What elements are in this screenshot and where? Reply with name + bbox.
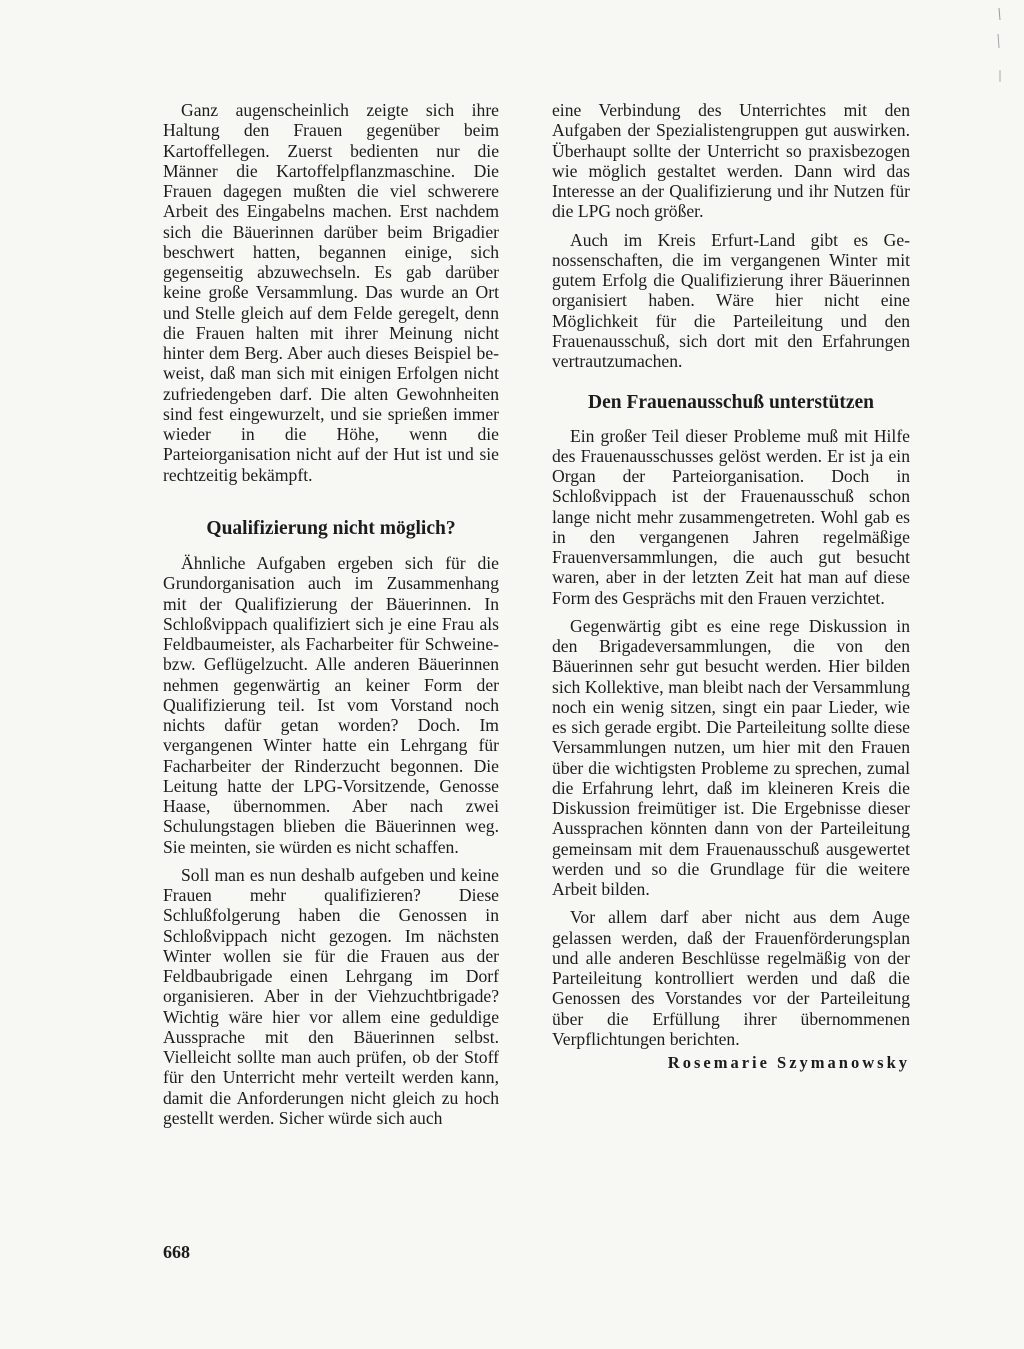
scan-edge-marks [994, 0, 1004, 110]
author-signature: Rosemarie Szymanowsky [667, 1053, 910, 1072]
section-heading-qualifizierung: Qualifizierung nicht möglich? [206, 517, 456, 539]
paragraph: Ganz augenscheinlich zeigte sich ihre Haltung den Frauen gegenüber beim Kartoffellegen. Zuerst bedienten nur die Männer die Kartoffelpflanzmaschine. Die Frauen dagegen mußten die viel schwerere Arbeit des Eingabelns machen. Erst nachdem sich die Bäuerinnen darüber beim Brigadier beschwert hatten, begannen einige, sich gegenseitig abzuwechseln. Es gab darüber keine große Versammlung. Das wurde an Ort und Stelle gleich auf dem Felde geregelt, denn die Frauen halten mit ihrer Meinung nicht hinter dem Berg. Aber auch dieses Beispiel beweist, daß man sich mit einigen Erfolgen nicht zufriedengeben darf. Die alten Gewohnheiten sind fest eingewurzelt, und sie sprießen immer wieder in die Höhe, wenn die Parteiorganisation nicht auf der Hut ist und sie rechtzeitig bekämpft. [163, 100, 499, 485]
paragraph: eine Verbindung des Unterrichtes mit den Aufgaben der Spezialistengruppen gut auswirken. Überhaupt sollte der Unterricht so praxisbezogen wie möglich gestaltet werden. Dann wird das Interesse an der Qualifizierung und ihr Nutzen für die LPG noch größer. [552, 100, 910, 222]
paragraph: Ein großer Teil dieser Probleme muß mit Hilfe des Frauenausschusses gelöst werden. Er ist ja ein Organ der Parteiorganisation. Doch in Schloßvippach ist der Frauenausschuß schon lange nicht mehr zusammengetreten. Wohl gab es in den vergangenen Jahren regelmäßige Frauenversammlungen, die auch gut besucht waren, aber in der letzten Zeit hat man auf diese Form des Gesprächs mit den Frauen verzichtet. [552, 425, 910, 608]
paragraph: Soll man es nun deshalb aufgeben und keine Frauen mehr qualifizieren? Diese Schlußfolgerung haben die Genossen in Schloßvippach nicht gezogen. Im nächsten Winter wollen sie für die Frauen aus der Feldbaubrigade einen Lehrgang im Dorf organisieren. Aber in der Viehzuchtbrigade? Wichtig wäre hier vor allem eine geduldige Aussprache mit den Bäuerinnen selbst. Vielleicht sollte man auch prüfen, ob der Stoff für den Unterricht mehr verteilt werden kann, damit die Anforderungen nicht gleich zu hoch gestellt werden. Sicher würde sich auch [163, 864, 499, 1128]
section-heading-frauenausschuss: Den Frauenausschuß unterstützen [587, 392, 875, 414]
paragraph: Vor allem darf aber nicht aus dem Auge gelassen werden, daß der Frauenförderungsplan und alle anderen Beschlüsse regelmäßig von der Parteileitung kontrolliert werden und daß die Genossen des Vorstandes vor der Parteileitung über die Erfüllung ihrer übernommenen Verpflichtungen berichten. [552, 907, 910, 1049]
paragraph: Gegenwärtig gibt es eine rege Diskussion in den Brigadeversammlungen, die von den Bäuerinnen sehr gut besucht werden. Hier bilden sich Kollektive, man bleibt nach der Versammlung noch ein wenig sitzen, singt ein paar Lieder, wie es sich gerade ergibt. Die Parteileitung sollte diese Versammlungen nutzen, um hier mit den Frauen über die wichtigsten Probleme zu sprechen, zumal die Erfahrung lehrt, daß im kleineren Kreis die Diskussion freimütiger ist. Die Ergebnisse dieser Aussprachen könnten dann von der Parteileitung gemeinsam mit dem Frauenausschuß ausgewertet werden und so die Grundlage für die weitere Arbeit bilden. [552, 615, 910, 899]
page-number: 668 [163, 1242, 190, 1262]
left-column [163, 100, 499, 1128]
paragraph: Ähnliche Aufgaben ergeben sich für die Grundorganisation auch im Zusammenhang mit der Qualifizierung der Bäuerinnen. In Schloßvippach qualifiziert sich je eine Frau als Feldbaumeister, als Facharbeiter für Schweine- bzw. Geflügelzucht. Alle anderen Bäuerinnen nehmen gegenwärtig an keiner Form der Qualifizierung teil. Ist vom Vorstand noch nichts dafür getan worden? Doch. Im vergangenen Winter hatte ein Lehrgang für Facharbeiter der Rinderzucht begonnen. Die Leitung hatte der LPG-Vorsitzende, Genosse Haase, übernommen. Aber nach zwei Schulungstagen blieben die Bäuerinnen weg. Sie meinten, sie würden es nicht schaffen. [163, 553, 499, 857]
right-column [552, 100, 910, 1073]
paragraph: Auch im Kreis Erfurt-Land gibt es Genossenschaften, die im vergangenen Winter mit gutem Erfolg die Qualifizierung ihrer Bäuerinnen organisiert haben. Wäre hier nicht eine Möglichkeit für die Parteileitung und den Frauenausschuß, sich dort mit den Erfahrungen vertrautzumachen. [552, 229, 910, 371]
